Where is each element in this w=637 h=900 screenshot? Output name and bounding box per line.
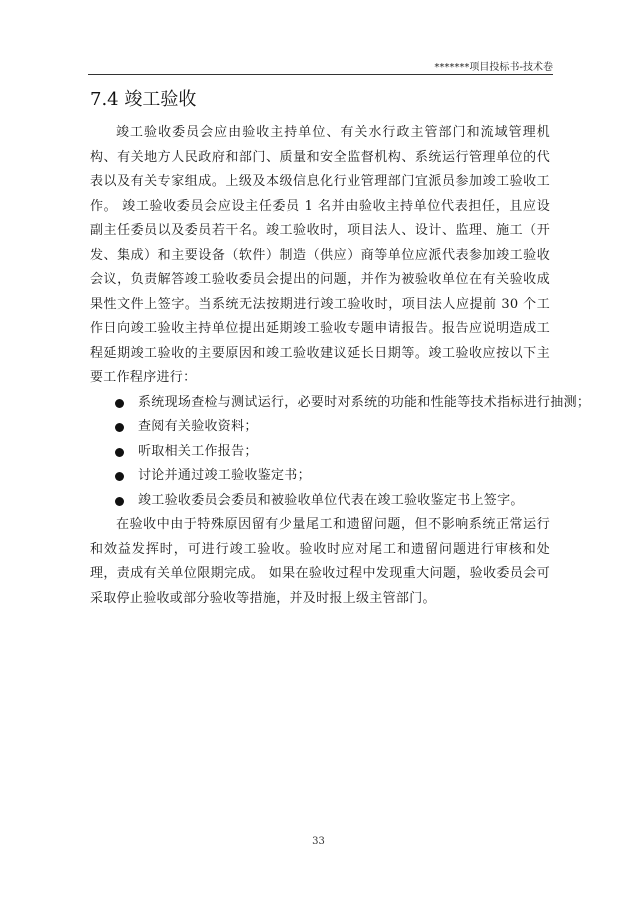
list-item xyxy=(90,415,550,440)
list-item xyxy=(90,464,550,489)
list-item-text: 查阅有关验收资料； xyxy=(138,419,258,434)
list-item-text: 听取相关工作报告； xyxy=(138,443,258,459)
list-item xyxy=(90,489,550,514)
list-item-text: 系统现场查检与测试运行，必要时对系统的功能和性能等技术指标进行抽测； xyxy=(138,394,591,410)
section-title: 7.4 竣工验收 xyxy=(90,89,197,110)
list-item xyxy=(90,391,591,416)
list-item-text: 讨论并通过竣工验收鉴定书； xyxy=(138,468,311,483)
list-item-text: 竣工验收委员会委员和被验收单位代表在竣工验收鉴定书上签字。 xyxy=(138,492,524,508)
procedure-list xyxy=(90,391,591,514)
paragraph-intro: 竣工验收委员会应由验收主持单位、有关水行政主管部门和流域管理机构、有关地方人民政府和部门、质量和安全监督机构、系统运行管理单位的代表以及有关专家组成。上级及本级信息化行业管理部门宜派员参加竣工验收工作。 竣工验收委员会应设主任委员 1 名并由验收主持单位代表担任，且应设副主任委员以及委员若干名。竣工验收时，项目法人、设计、监理、施工（开发、集成）和主要设备（软件）制造（供应）商等单位应派代表参加竣工验收会议，负责解答竣工验收委员会提出的问题，并作为被验收单位在有关验收成果性文件上签字。当系统无法按期进行竣工验收时，项目法人应提前 30 个工作日向竣工验收主持单位提出延期竣工验收专题申请报告。报告应说明造成工程延期竣工验收的主要原因和竣工验收建议延长日期等。竣工验收应按以下主要工作程序进行： xyxy=(90,125,550,385)
bullet-dot-icon xyxy=(115,497,124,506)
bullet-dot-icon xyxy=(115,399,124,408)
bullet-dot-icon xyxy=(115,448,124,457)
header-rule xyxy=(88,74,553,75)
bullet-dot-icon xyxy=(115,472,124,481)
running-header: *******项目投标书-技术卷 xyxy=(434,62,553,73)
list-item xyxy=(90,440,550,465)
paragraph-closing: 在验收中由于特殊原因留有少量尾工和遗留问题，但不影响系统正常运行和效益发挥时，可进行竣工验收。验收时应对尾工和遗留问题进行审核和处理，责成有关单位限期完成。 如果在验收过程中发现重大问题，验收委员会可采取停止验收或部分验收等措施，并及时报上级主管部门。 xyxy=(90,517,550,606)
body-content xyxy=(90,121,591,611)
bullet-dot-icon xyxy=(115,423,124,432)
page-number: 33 xyxy=(312,836,325,847)
